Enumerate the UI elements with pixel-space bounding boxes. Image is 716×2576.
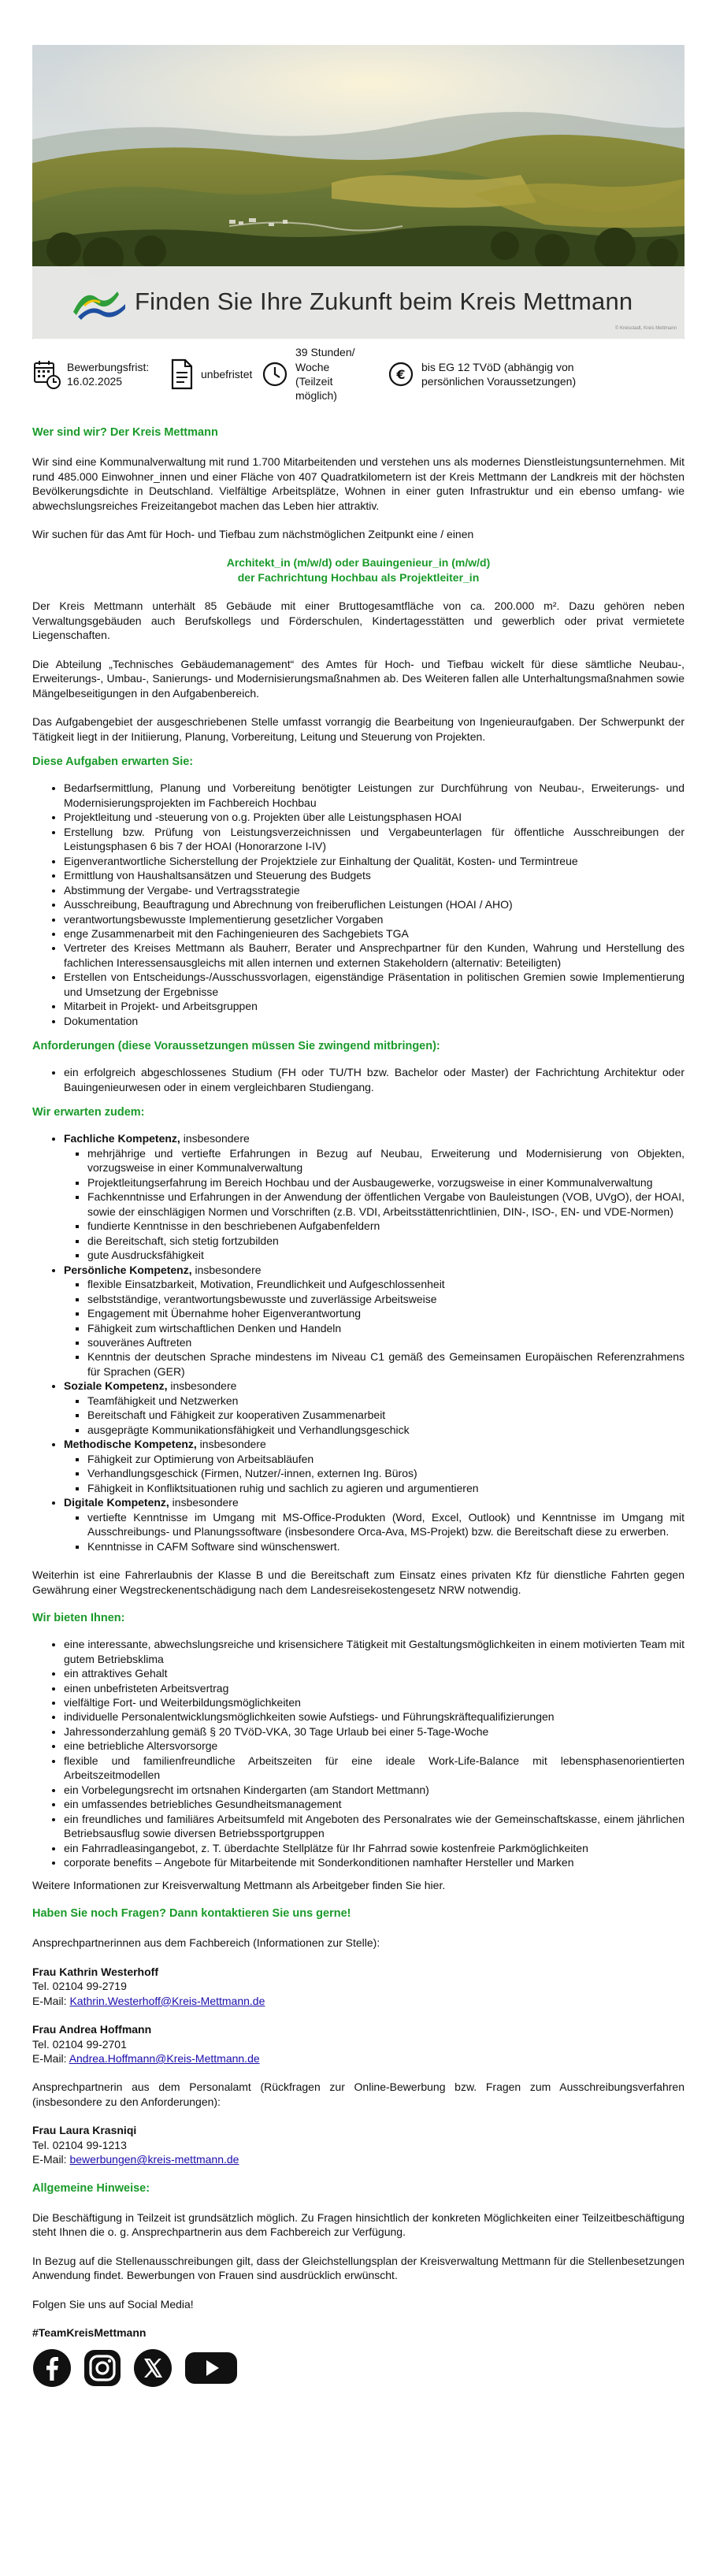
list-item: ▪ Engagement mit Übernahme hoher Eigenverantwortung [87, 1306, 684, 1320]
list-item: • Vertreter des Kreises Mettmann als Bauherr, Berater und Ansprechpartner für den Kunden, Wahrung und Herstellung des fachlichen Interessensausgleichs mit allen internen und externen Stakeholdern (alternativ: Beteiligten) [64, 941, 684, 970]
competence-group [64, 1263, 684, 1379]
contact-email-link[interactable]: Andrea.Hoffmann@Kreis-Mettmann.de [69, 2052, 260, 2065]
svg-text:€: € [396, 367, 406, 382]
list-item: • Eigenverantwortliche Sicherstellung der Projektziele zur Einhaltung der Qualität, Kosten- und Termintreue [64, 854, 684, 868]
competence-title: Persönliche Kompetenz, [64, 1263, 192, 1276]
requirements-heading: Anforderungen (diese Voraussetzungen müssen Sie zwingend mitbringen): [32, 1040, 440, 1053]
list-item: ▪ fundierte Kenntnisse in den beschriebenen Aufgabenfeldern [87, 1219, 684, 1233]
competence-suffix: insbesondere [167, 1379, 237, 1393]
general-heading: Allgemeine Hinweise: [32, 2181, 150, 2195]
list-item: ▪ gute Ausdrucksfähigkeit [87, 1248, 684, 1262]
list-item: • Ermittlung von Haushaltsansätzen und Steuerung des Budgets [64, 868, 684, 882]
list-item: • Jahressonderzahlung gemäß § 20 TVöD-VKA, 30 Tage Urlaub bei einer 5-Tage-Woche [64, 1724, 684, 1739]
fact-deadline-label: Bewerbungsfrist: [67, 360, 150, 373]
list-item: • verantwortungsbewusste Implementierung gesetzlicher Vorgaben [64, 912, 684, 926]
list-item: • flexible und familienfreundliche Arbeitszeiten für eine ideale Work-Life-Balance mit lebensphasenorientierten Arbeitszeitmodellen [64, 1754, 684, 1783]
offer-heading: Wir bieten Ihnen: [32, 1611, 125, 1624]
list-item: • ein umfassendes betriebliches Gesundheitsmanagement [64, 1797, 684, 1811]
list-item: ▪ souveränes Auftreten [87, 1335, 684, 1349]
contact-email-link[interactable]: Kathrin.Westerhoff@Kreis-Mettmann.de [69, 1994, 265, 2007]
list-item: ▪ Fähigkeit zum wirtschaftlichen Denken und Handeln [87, 1321, 684, 1335]
list-item: • ein erfolgreich abgeschlossenes Studium (FH oder TU/TH bzw. Bachelor oder Master) der Fachrichtung Architektur oder Bauingenieurwesen oder in einem vergleichbaren Studiengang. [64, 1065, 684, 1094]
contact-phone: Tel. 02104 99-1213 [32, 2138, 127, 2151]
contact-name: Frau Laura Krasniqi [32, 2124, 137, 2137]
offer-list [32, 1637, 684, 1870]
general-paragraph-1: Die Beschäftigung in Teilzeit ist grundsätzlich möglich. Zu Fragen hinsichtlich der konkreten Möglichkeiten einer Teilzeitbeschäftigung steht Ihnen die o. g. Ansprechpartnerin aus dem Fachbereich zur Verfügung. [32, 2210, 684, 2239]
competence-group [64, 1437, 684, 1495]
fact-hours [261, 345, 387, 403]
contact-email-link[interactable]: bewerbungen@kreis-mettmann.de [69, 2153, 239, 2166]
fact-hours-line1: 39 Stunden/ [295, 346, 355, 359]
contact-name: Frau Kathrin Westerhoff [32, 1965, 158, 1978]
competence-suffix: insbesondere [196, 1438, 266, 1451]
list-item: • Abstimmung der Vergabe- und Vertragsstrategie [64, 883, 684, 897]
list-item: • eine betriebliche Altersvorsorge [64, 1739, 684, 1753]
competence-suffix: insbesondere [169, 1496, 239, 1509]
calendar-clock-icon [32, 357, 62, 392]
contact-name: Frau Andrea Hoffmann [32, 2023, 152, 2036]
list-item: ▪ ausgeprägte Kommunikationsfähigkeit und Verhandlungsgeschick [87, 1423, 684, 1437]
list-item: • ein attraktives Gehalt [64, 1666, 684, 1680]
x-icon[interactable] [133, 2348, 173, 2388]
list-item: ▪ Fähigkeit in Konfliktsituationen ruhig und sachlich zu agieren und argumentieren [87, 1481, 684, 1495]
requirements-list [32, 1065, 684, 1094]
tasks-heading: Diese Aufgaben erwarten Sie: [32, 755, 194, 769]
job-title-line-1: Architekt_in (m/w/d) oder Bauingenieur_in (m/w/d) [226, 556, 491, 570]
hero-banner [32, 45, 684, 339]
list-item: • ein freundliches und familiäres Arbeitsumfeld mit Angeboten des Personalrates wie der Gemeinschaftskasse, einem jährlichen Betriebsausflug sowie diversen Betriebssportgruppen [64, 1812, 684, 1841]
contact-heading: Haben Sie noch Fragen? Dann kontaktieren Sie uns gerne! [32, 1907, 351, 1921]
fact-contract [166, 357, 261, 392]
competence-suffix: insbesondere [191, 1263, 262, 1276]
list-item: ▪ Projektleitungserfahrung im Bereich Hochbau und der Ausbaugewerke, vorzugsweise in einer Kommunalverwaltung [87, 1175, 684, 1190]
contact-phone: Tel. 02104 99-2701 [32, 2037, 127, 2051]
kreis-mettmann-logo-icon [70, 280, 128, 325]
hashtag: #TeamKreisMettmann [32, 2326, 147, 2340]
job-title-line-2: der Fachrichtung Hochbau als Projektleiter_in [237, 570, 480, 584]
list-item: • Mitarbeit in Projekt- und Arbeitsgruppen [64, 999, 684, 1013]
list-item: ▪ die Bereitschaft, sich stetig fortzubilden [87, 1234, 684, 1248]
intro-paragraph-4: Die Abteilung „Technisches Gebäudemanagement“ des Amtes für Hoch- und Tiefbau wickelt für diese sämtliche Neubau-, Erweiterungs-, Umbau-, Sanierungs- und Modernisierungsmaßnahmen ab. Des Weiteren fallen alle Unterhaltungsmaßnahmen sowie Mängelbeseitigungen in den Aufgabenbereich. [32, 657, 684, 700]
contact-mail-label: E-Mail: [32, 1994, 70, 2007]
list-item: ▪ Kenntnis der deutschen Sprache mindestens im Niveau C1 gemäß des Gemeinsamen Europäischen Referenzrahmens für Sprachen (GER) [87, 1349, 684, 1379]
list-item: ▪ Verhandlungsgeschick (Firmen, Nutzer/-innen, externen Ing. Büros) [87, 1466, 684, 1480]
competence-title: Soziale Kompetenz, [64, 1379, 168, 1393]
contact-person [32, 1965, 684, 2008]
intro-paragraph-5: Das Aufgabengebiet der ausgeschriebenen Stelle umfasst vorrangig die Bearbeitung von Ingenieuraufgaben. Der Schwerpunkt der Tätigkeit liegt in der Initiierung, Planung, Vorbereitung, Leitung und Steuerung von Projekten. [32, 715, 684, 743]
license-note: Weiterhin ist eine Fahrerlaubnis der Klasse B und die Bereitschaft zum Einsatz eines privaten Kfz für dienstliche Fahrten gegen Gewährung einer Wegstreckenentschädigung nach dem Landesreisekostengesetz NRW notwendig. [32, 1568, 684, 1596]
contact-person [32, 2123, 684, 2166]
list-item: ▪ Teamfähigkeit und Netzwerken [87, 1394, 684, 1408]
clock-icon [261, 357, 291, 392]
list-item: ▪ Kenntnisse in CAFM Software sind wünschenswert. [87, 1539, 684, 1553]
list-item: • Erstellung bzw. Prüfung von Leistungsverzeichnissen und Vergabeunterlagen für öffentliche Ausschreibungen der Leistungsphasen 6 bis 7 der HOAI (Honorarzone I-IV) [64, 825, 684, 854]
fact-hours-line2: Woche [295, 360, 330, 373]
fact-hours-line3: (Teilzeit [295, 375, 333, 388]
competence-group [64, 1495, 684, 1553]
competence-suffix: insbesondere [180, 1132, 250, 1145]
contact-intro-1: Ansprechpartnerinnen aus dem Fachbereich (Informationen zur Stelle): [32, 1936, 380, 1950]
list-item: • ein Vorbelegungsrecht im ortsnahen Kindergarten (am Standort Mettmann) [64, 1783, 684, 1797]
list-item: ▪ vertiefte Kenntnisse im Umgang mit MS-Office-Produkten (Word, Excel, Outlook) und Kenntnisse im Umgang mit Ausschreibungs- und Planungssoftware (insbesondere Orca-Ava, MS-Projekt) bzw. die Bereitschaft diese zu erwerben. [87, 1510, 684, 1539]
contact-phone: Tel. 02104 99-2719 [32, 1980, 127, 1993]
fact-salary-line1: bis EG 12 TVöD (abhängig von [421, 360, 574, 373]
employer-info-link[interactable]: Weitere Informationen zur Kreisverwaltung Mettmann als Arbeitgeber finden Sie hier. [32, 1878, 446, 1891]
euro-icon [387, 357, 417, 392]
general-paragraph-2: In Bezug auf die Stellenausschreibungen gilt, dass der Gleichstellungsplan der Kreisverwaltung Mettmann für die Stellenbesetzungen Anwendung findet. Bewerbungen von Frauen sind ausdrücklich erwünscht. [32, 2254, 684, 2282]
competence-group [64, 1379, 684, 1437]
list-item: • Dokumentation [64, 1014, 684, 1028]
list-item: ▪ mehrjährige und vertiefte Erfahrungen in Bezug auf Neubau, Erweiterung und Modernisierung von Objekten, vorzugsweise in einer Kommunalverwaltung [87, 1146, 684, 1175]
competence-group [64, 1131, 684, 1262]
contact-person [32, 2022, 684, 2066]
job-facts [32, 347, 684, 402]
contact-mail-label: E-Mail: [32, 2052, 69, 2065]
social-links [32, 2348, 684, 2388]
intro-heading: Wer sind wir? Der Kreis Mettmann [32, 426, 218, 439]
list-item: • einen unbefristeten Arbeitsvertrag [64, 1681, 684, 1695]
intro-paragraph-1: Wir sind eine Kommunalverwaltung mit rund 1.700 Mitarbeitenden und verstehen uns als modernes Dienstleistungsunternehmen. Mit rund 485.000 Einwohner_innen und einer Fläche von 407 Quadratkilometern ist der Kreis Mettmann der Landkreis mit der höchsten Bevölkerungsdichte in Deutschland. Vielfältige Arbeitsplätze, Wohnen in einer guten Infrastruktur und ein ebenso umfang- wie abwechslungsreiches Freizeitangebot machen das Leben hier attraktiv. [32, 455, 684, 512]
competence-title: Fachliche Kompetenz, [64, 1132, 180, 1145]
list-item: ▪ Fähigkeit zur Optimierung von Arbeitsabläufen [87, 1452, 684, 1466]
instagram-icon[interactable] [83, 2348, 122, 2388]
intro-paragraph-2: Wir suchen für das Amt für Hoch- und Tiefbau zum nächstmöglichen Zeitpunkt eine / einen [32, 528, 474, 540]
list-item: • ein Fahrradleasingangebot, z. T. überdachte Stellplätze für Ihr Fahrrad sowie kostenfreie Parkmöglichkeiten [64, 1841, 684, 1855]
list-item: • corporate benefits – Angebote für Mitarbeitende mit Sonderkonditionen namhafter Hersteller und Marken [64, 1855, 684, 1869]
list-item: • individuelle Personalentwicklungsmöglichkeiten sowie Aufstiegs- und Führungskräftequalifizierungen [64, 1709, 684, 1724]
image-credit: © Kreisstadt, Kreis Mettmann [614, 326, 677, 332]
fact-hours-line4: möglich) [295, 389, 337, 403]
list-item: • vielfältige Fort- und Weiterbildungsmöglichkeiten [64, 1695, 684, 1709]
facebook-icon[interactable] [32, 2348, 72, 2388]
tasks-list [32, 781, 684, 1028]
competence-title: Digitale Kompetenz, [64, 1496, 169, 1509]
list-item: • Erstellen von Entscheidungs-/Ausschussvorlagen, eigenständige Präsentation in politischen Gremien sowie Implementierung und Umsetzung der Ergebnisse [64, 970, 684, 999]
list-item: ▪ Bereitschaft und Fähigkeit zur kooperativen Zusammenarbeit [87, 1408, 684, 1422]
intro-paragraph-3: Der Kreis Mettmann unterhält 85 Gebäude mit einer Bruttogesamtfläche von ca. 200.000 m². Dazu gehören neben Verwaltungsgebäuden auch Berufskollegs und Förderschulen, Kindertagesstätten und gewerblich oder privat vermietete Liegenschaften. [32, 599, 684, 642]
list-item: ▪ Fachkenntnisse und Erfahrungen in der Anwendung der öffentlichen Vergabe von Bauleistungen (VOB, UVgO), der HOAI, sowie der einschlägigen Normen und Vorschriften (z.B. VDI, Arbeitsstättenrichtlinien, DIN-, ISO-, EN- und VDE-Normen) [87, 1190, 684, 1219]
contact-intro-2: Ansprechpartnerin aus dem Personalamt (Rückfragen zur Online-Bewerbung bzw. Fragen zum Ausschreibungsverfahren (insbesondere zu den Anforderungen): [32, 2080, 684, 2108]
expect-list [32, 1131, 684, 1553]
list-item: ▪ flexible Einsatzbarkeit, Motivation, Freundlichkeit und Aufgeschlossenheit [87, 1277, 684, 1291]
list-item: • eine interessante, abwechslungsreiche und krisensichere Tätigkeit mit Gestaltungsmöglichkeiten in einem motivierten Team mit gutem Betriebsklima [64, 1637, 684, 1666]
document-icon [166, 357, 196, 392]
hero-tagline: Finden Sie Ihre Zukunft beim Kreis Mettmann [135, 288, 633, 316]
fact-salary [387, 357, 670, 392]
list-item: ▪ selbstständige, verantwortungsbewusste und zuverlässige Arbeitsweise [87, 1292, 684, 1306]
contact-mail-label: E-Mail: [32, 2153, 70, 2166]
fact-contract-text: unbefristet [201, 367, 253, 380]
fact-salary-line2: persönlichen Voraussetzungen) [421, 375, 577, 388]
social-prompt: Folgen Sie uns auf Social Media! [32, 2297, 194, 2311]
list-item: • Projektleitung und -steuerung von o.g. Projekten über alle Leistungsphasen HOAI [64, 810, 684, 824]
list-item: • enge Zusammenarbeit mit den Fachingenieuren des Sachgebiets TGA [64, 926, 684, 941]
fact-deadline-date: 16.02.2025 [67, 375, 123, 388]
list-item: • Ausschreibung, Beauftragung und Abrechnung von freiberuflichen Leistungen (HOAI / AHO) [64, 897, 684, 911]
fact-deadline [32, 357, 166, 392]
youtube-icon[interactable] [184, 2348, 239, 2388]
list-item: • Bedarfsermittlung, Planung und Vorbereitung benötigter Leistungen zur Durchführung von Neubau-, Erweiterungs- und Modernisierungsprojekten im Fachbereich Hochbau [64, 781, 684, 810]
job-posting [32, 0, 684, 2388]
competence-title: Methodische Kompetenz, [64, 1438, 197, 1451]
expect-heading: Wir erwarten zudem: [32, 1106, 145, 1119]
